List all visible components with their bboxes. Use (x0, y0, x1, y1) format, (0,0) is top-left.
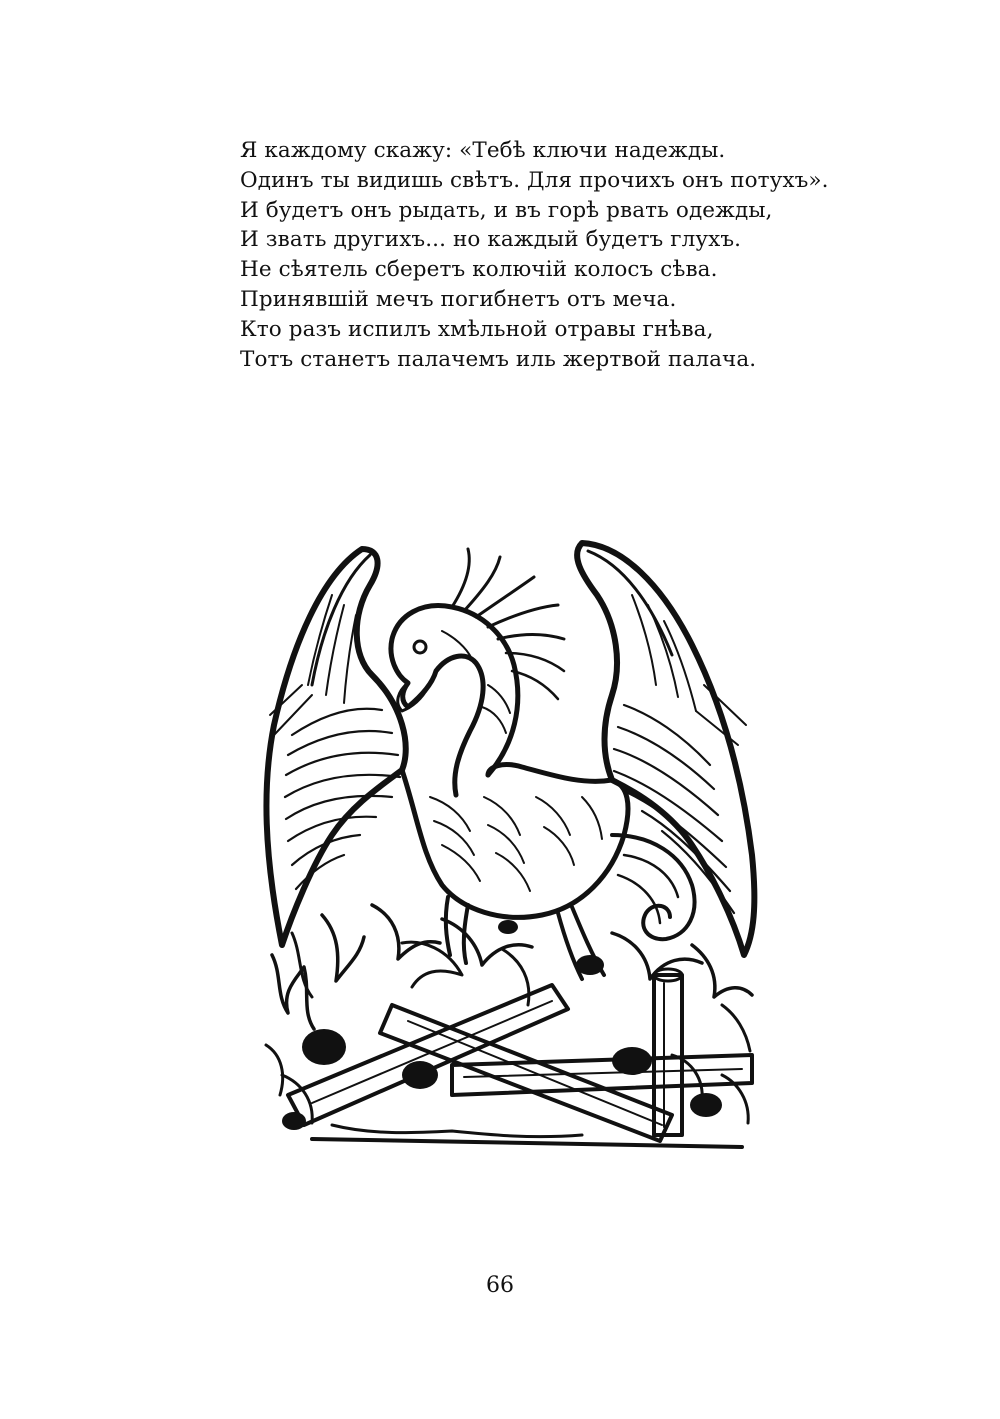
phoenix-head (391, 549, 564, 795)
poem-line: Не сѣятель сберетъ колючій колосъ сѣва. (240, 257, 718, 283)
left-wing (266, 549, 405, 945)
phoenix-body (402, 765, 694, 979)
poem-line: И звать другихъ... но каждый будетъ глухъ. (240, 227, 742, 253)
pyre-logs (288, 969, 752, 1147)
page-number: 66 (486, 1273, 514, 1298)
poem-line: Принявшій мечъ погибнетъ отъ меча. (240, 286, 677, 312)
poem-line: Я каждому скажу: «Тебѣ ключи надежды. (240, 138, 726, 163)
poem-stanza (240, 136, 880, 374)
poem-line: Тотъ станетъ палачемъ иль жертвой палача. (240, 346, 757, 372)
poem-line: И будетъ онъ рыдать, и въ горѣ рвать одежды, (240, 197, 773, 223)
right-wing (577, 543, 754, 955)
phoenix-woodcut-illustration (252, 535, 772, 1165)
flames (266, 905, 752, 1123)
poem-line: Кто разъ испилъ хмѣльной отравы гнѣва, (240, 316, 714, 342)
poem-line: Одинъ ты видишь свѣтъ. Для прочихъ онъ потухъ». (240, 167, 829, 193)
